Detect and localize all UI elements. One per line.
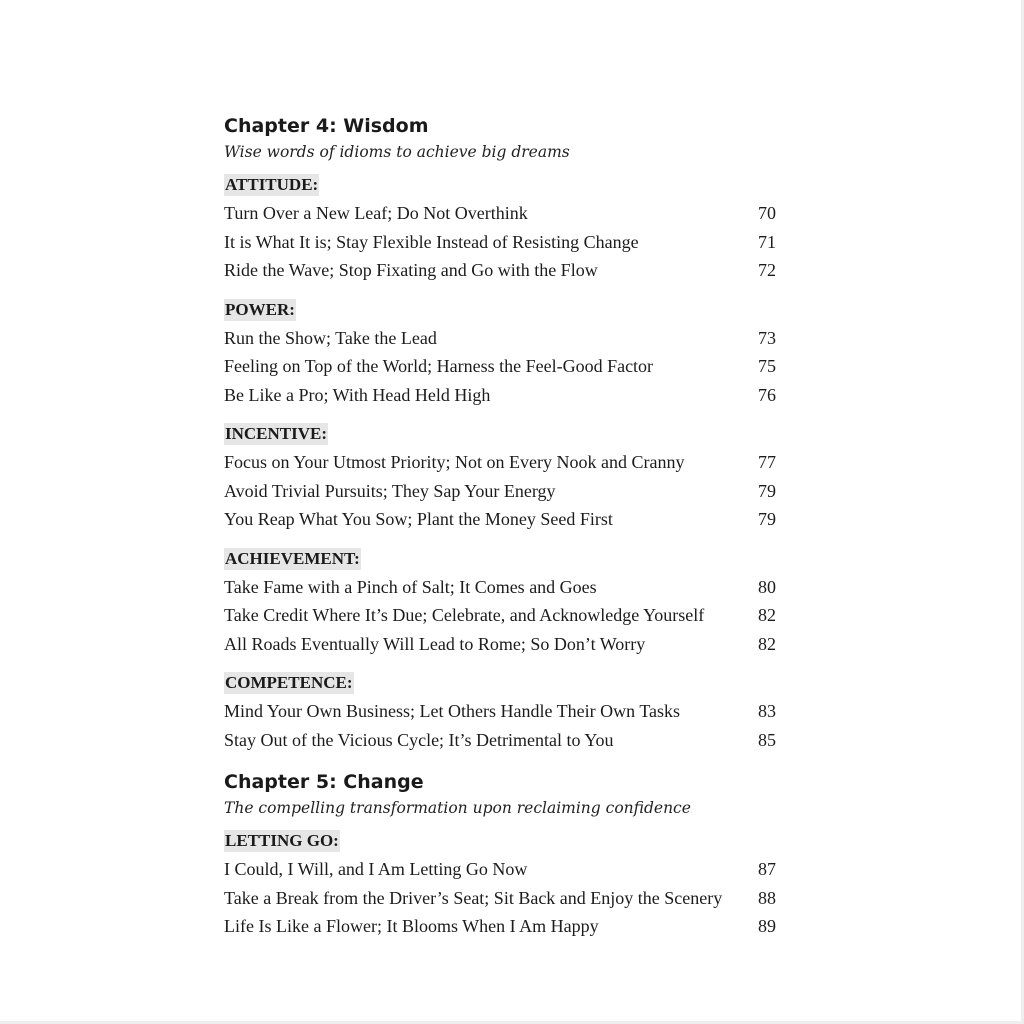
table-of-contents [224, 112, 776, 955]
entry-page-number: 79 [758, 480, 776, 501]
entry-title: Take Fame with a Pinch of Salt; It Comes and Goes [224, 576, 597, 597]
entry-title: Be Like a Pro; With Head Held High [224, 384, 491, 405]
chapter-subtitle: Wise words of idioms to achieve big dreams [224, 143, 570, 161]
toc-entry [224, 199, 776, 228]
section-attitude [224, 174, 776, 285]
chapter-4 [224, 112, 776, 754]
chapter-title: Chapter 4: Wisdom [224, 115, 429, 137]
entry-title: Ride the Wave; Stop Fixating and Go with the Flow [224, 260, 598, 280]
section-header: INCENTIVE: [225, 424, 328, 443]
entry-page-number: 80 [758, 576, 776, 597]
entry-page-number: 71 [758, 231, 776, 252]
toc-entry [224, 884, 776, 913]
entry-page-number: 88 [758, 887, 776, 908]
section-letting-go [224, 830, 776, 941]
section-header: LETTING GO: [225, 831, 339, 850]
entry-page-number: 73 [758, 327, 776, 348]
entry-page-number: 89 [758, 916, 776, 936]
entry-title: All Roads Eventually Will Lead to Rome; So Don’t Worry [224, 633, 646, 654]
entry-title: Run the Show; Take the Lead [224, 327, 437, 348]
entry-page-number: 77 [758, 452, 776, 472]
entry-title: It is What It is; Stay Flexible Instead of Resisting Change [224, 231, 639, 252]
entry-page-number: 83 [758, 701, 776, 721]
toc-entry [224, 630, 776, 659]
section-header: COMPETENCE: [225, 673, 353, 692]
entry-page-number: 79 [758, 509, 776, 529]
entry-title: Mind Your Own Business; Let Others Handle Their Own Tasks [224, 701, 681, 721]
entry-title: Life Is Like a Flower; It Blooms When I Am Happy [224, 916, 599, 936]
toc-entry [224, 726, 776, 755]
toc-entry [224, 505, 776, 534]
section-header: ATTITUDE: [225, 175, 319, 194]
toc-entry [224, 381, 776, 410]
toc-entry [224, 573, 776, 602]
toc-entry [224, 256, 776, 285]
entry-page-number: 75 [758, 356, 776, 376]
entry-page-number: 82 [758, 605, 776, 625]
chapter-title: Chapter 5: Change [224, 771, 424, 793]
section-incentive [224, 423, 776, 534]
entry-title: Avoid Trivial Pursuits; They Sap Your Energy [224, 480, 556, 501]
chapter-5 [224, 768, 776, 941]
entry-page-number: 87 [758, 859, 776, 879]
toc-entry [224, 324, 776, 353]
section-competence [224, 672, 776, 754]
toc-entry [224, 855, 776, 884]
chapter-subtitle: The compelling transformation upon reclaiming confidence [224, 799, 691, 817]
entry-title: Take a Break from the Driver’s Seat; Sit Back and Enjoy the Scenery [224, 887, 723, 908]
entry-page-number: 76 [758, 384, 776, 405]
entry-page-number: 82 [758, 633, 776, 654]
toc-entry [224, 352, 776, 381]
toc-entry [224, 228, 776, 257]
entry-page-number: 72 [758, 260, 776, 280]
entry-title: Focus on Your Utmost Priority; Not on Every Nook and Cranny [224, 452, 685, 472]
toc-entry [224, 697, 776, 726]
entry-title: Feeling on Top of the World; Harness the Feel-Good Factor [224, 356, 654, 376]
entry-title: Turn Over a New Leaf; Do Not Overthink [224, 203, 528, 223]
entry-page-number: 85 [758, 729, 776, 750]
entry-title: Take Credit Where It’s Due; Celebrate, and Acknowledge Yourself [224, 605, 705, 625]
toc-entry [224, 448, 776, 477]
entry-title: I Could, I Will, and I Am Letting Go Now [224, 859, 528, 879]
toc-entry [224, 477, 776, 506]
toc-entry [224, 601, 776, 630]
section-header: POWER: [225, 299, 295, 319]
entry-title: Stay Out of the Vicious Cycle; It’s Detrimental to You [224, 729, 614, 750]
section-power [224, 299, 776, 410]
section-achievement [224, 548, 776, 659]
entry-page-number: 70 [758, 203, 776, 223]
toc-entry [224, 912, 776, 941]
entry-title: You Reap What You Sow; Plant the Money Seed First [224, 509, 613, 529]
section-header: ACHIEVEMENT: [225, 548, 360, 568]
